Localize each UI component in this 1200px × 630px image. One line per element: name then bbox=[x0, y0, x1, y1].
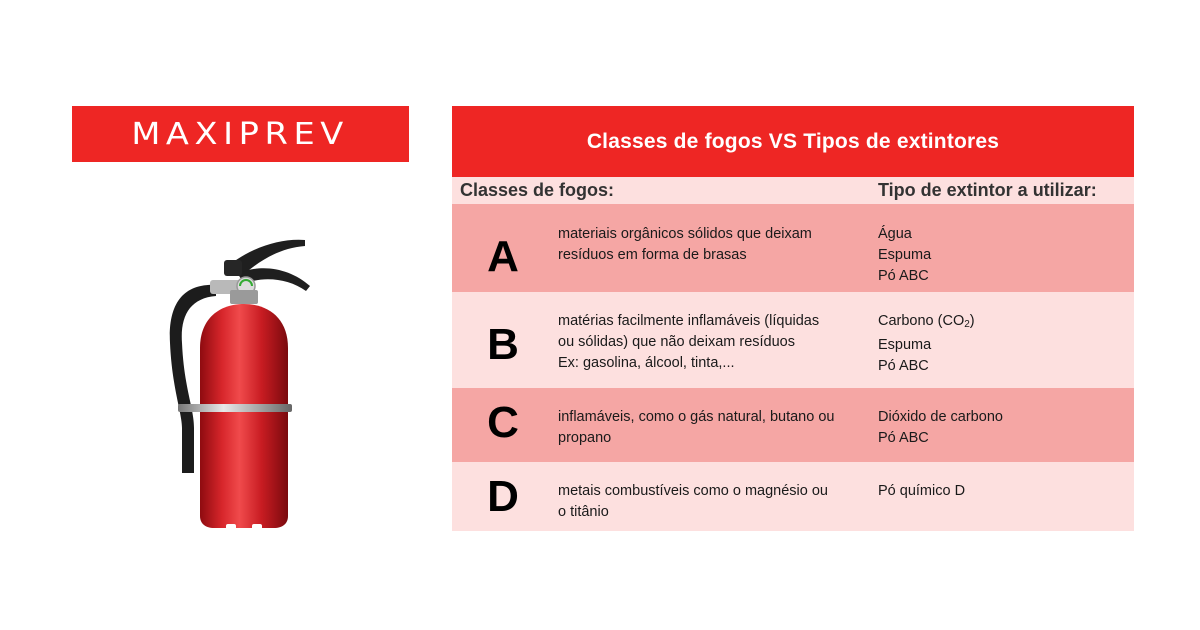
fire-class-description: matérias facilmente inflamáveis (líquidas ou sólidas) que não deixam resíduos Ex: gasolina, álcool, tinta,... bbox=[558, 313, 820, 371]
fire-class-letter: C bbox=[487, 398, 519, 447]
column-headers bbox=[452, 177, 1134, 204]
fire-classes-table bbox=[452, 106, 1134, 531]
maxiprev-logo bbox=[72, 106, 409, 162]
fire-class-description: materiais orgânicos sólidos que deixam resíduos em forma de brasas bbox=[558, 226, 812, 263]
table-row-a bbox=[452, 204, 1134, 292]
fire-class-description: metais combustíveis como o magnésio ou o titânio bbox=[558, 483, 828, 520]
extinguisher-body bbox=[200, 304, 288, 528]
extinguisher-types: Pó químico D bbox=[878, 483, 966, 499]
fire-class-letter: B bbox=[487, 320, 519, 369]
extinguisher-types: Carbono $(CO_2)$ Espuma Pó ABC bbox=[878, 311, 1128, 377]
fire-class-letter: D bbox=[487, 472, 519, 521]
table-row-c bbox=[452, 388, 1134, 462]
table-title: Classes de fogos VS Tipos de extintores bbox=[586, 129, 1000, 153]
table-header bbox=[452, 106, 1134, 177]
fire-class-description: inflamáveis, como o gás natural, butano ou propano bbox=[558, 409, 835, 446]
logo-text: MAXIPREV bbox=[131, 116, 350, 152]
fire-class-letter: A bbox=[487, 232, 519, 281]
column-header-classes: Classes de fogos: bbox=[460, 180, 615, 200]
co2-line: Carbono $(CO_2)$ bbox=[878, 313, 975, 330]
fire-extinguisher-illustration bbox=[150, 228, 330, 533]
extinguisher-types: Dióxido de carbono Pó ABC bbox=[878, 409, 1003, 446]
table-row-d bbox=[452, 462, 1134, 531]
metal-band bbox=[178, 404, 292, 412]
table-row-b bbox=[452, 292, 1134, 388]
extinguisher-types: Água Espuma Pó ABC bbox=[878, 226, 932, 284]
column-header-extinguisher: Tipo de extintor a utilizar: bbox=[878, 180, 1097, 200]
